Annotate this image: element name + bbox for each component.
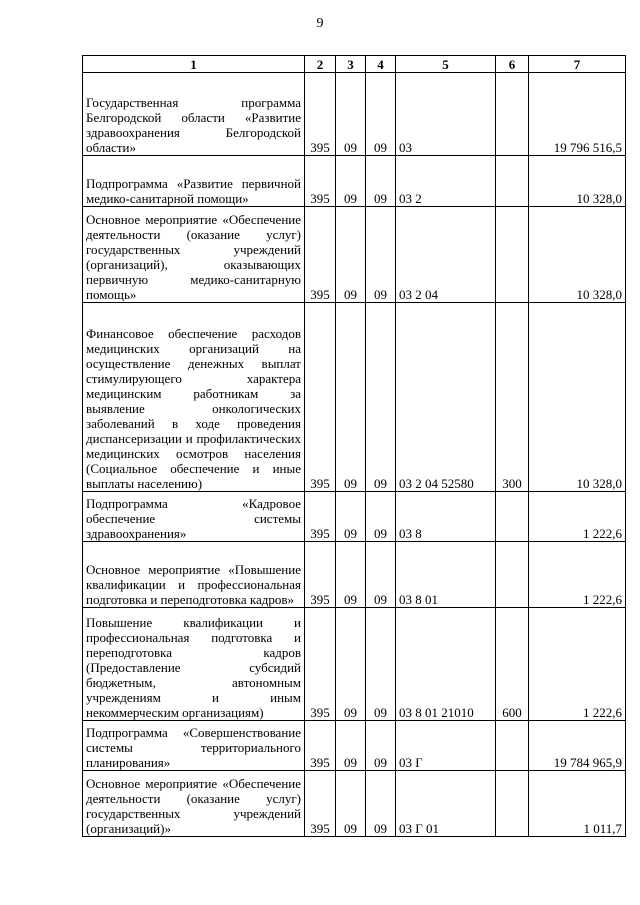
cell-col-4: 09 [366,156,396,207]
cell-col-7: 10 328,0 [529,156,626,207]
item-name: Государственная программа Белгородской области «Развитие здравоохранения Белгородской области» [83,73,305,156]
cell-col-3: 09 [336,542,366,608]
cell-col-7: 10 328,0 [529,207,626,303]
cell-col-4: 09 [366,608,396,721]
cell-col-6 [496,771,529,837]
item-name: Основное мероприятие «Обеспечение деятельности (оказание услуг) государственных учреждений (организаций)» [83,771,305,837]
item-name: Основное мероприятие «Обеспечение деятельности (оказание услуг) государственных учреждений (организаций), оказывающих первичную медико-санитарную помощь» [83,207,305,303]
cell-col-4: 09 [366,771,396,837]
header-row [83,56,626,73]
cell-col-4: 09 [366,492,396,542]
table-row [83,721,626,771]
table-row [83,303,626,492]
cell-col-3: 09 [336,156,366,207]
item-name: Повышение квалификации и профессиональная подготовка и переподготовка кадров (Предоставление субсидий бюджетным, автономным учреждениям и иным некоммерческим организациям) [83,608,305,721]
cell-col-2: 395 [305,721,336,771]
table-row [83,73,626,156]
header-col-3: 3 [336,56,366,73]
cell-col-2: 395 [305,542,336,608]
cell-col-3: 09 [336,303,366,492]
table-row [83,156,626,207]
cell-col-5: 03 8 01 21010 [396,608,496,721]
table-row [83,542,626,608]
cell-col-6: 600 [496,608,529,721]
cell-col-5: 03 8 [396,492,496,542]
cell-col-7: 10 328,0 [529,303,626,492]
cell-col-3: 09 [336,771,366,837]
item-name: Финансовое обеспечение расходов медицинских организаций на осуществление денежных выплат стимулирующего характера медицинским работникам за выявление онкологических заболеваний в ходе проведения диспансеризации и профилактических медицинских осмотров населения (Социальное обеспечение и иные выплаты населению) [83,303,305,492]
cell-col-7: 1 011,7 [529,771,626,837]
header-col-5: 5 [396,56,496,73]
cell-col-7: 19 796 516,5 [529,73,626,156]
cell-col-6 [496,73,529,156]
cell-col-6 [496,492,529,542]
cell-col-4: 09 [366,303,396,492]
cell-col-5: 03 2 [396,156,496,207]
cell-col-6 [496,156,529,207]
item-name: Подпрограмма «Кадровое обеспечение системы здравоохранения» [83,492,305,542]
header-col-6: 6 [496,56,529,73]
item-name: Основное мероприятие «Повышение квалификации и профессиональная подготовка и переподготовка кадров» [83,542,305,608]
cell-col-5: 03 [396,73,496,156]
cell-col-2: 395 [305,207,336,303]
cell-col-5: 03 Г 01 [396,771,496,837]
cell-col-3: 09 [336,721,366,771]
cell-col-6: 300 [496,303,529,492]
header-col-1: 1 [83,56,305,73]
page-number: 9 [316,16,324,31]
cell-col-4: 09 [366,721,396,771]
cell-col-5: 03 2 04 [396,207,496,303]
cell-col-2: 395 [305,608,336,721]
cell-col-5: 03 2 04 52580 [396,303,496,492]
table-row [83,207,626,303]
header-col-2: 2 [305,56,336,73]
cell-col-7: 1 222,6 [529,492,626,542]
cell-col-2: 395 [305,303,336,492]
table-row [83,492,626,542]
header-col-4: 4 [366,56,396,73]
cell-col-5: 03 Г [396,721,496,771]
cell-col-4: 09 [366,73,396,156]
cell-col-2: 395 [305,156,336,207]
cell-col-7: 19 784 965,9 [529,721,626,771]
table-row [83,771,626,837]
budget-table [82,55,626,837]
cell-col-2: 395 [305,73,336,156]
cell-col-3: 09 [336,608,366,721]
cell-col-7: 1 222,6 [529,542,626,608]
item-name: Подпрограмма «Совершенствование системы территориального планирования» [83,721,305,771]
cell-col-5: 03 8 01 [396,542,496,608]
cell-col-6 [496,207,529,303]
cell-col-6 [496,721,529,771]
table-row [83,608,626,721]
header-col-7: 7 [529,56,626,73]
cell-col-4: 09 [366,542,396,608]
cell-col-2: 395 [305,492,336,542]
cell-col-3: 09 [336,207,366,303]
cell-col-4: 09 [366,207,396,303]
cell-col-2: 395 [305,771,336,837]
cell-col-7: 1 222,6 [529,608,626,721]
item-name: Подпрограмма «Развитие первичной медико-санитарной помощи» [83,156,305,207]
cell-col-3: 09 [336,73,366,156]
cell-col-3: 09 [336,492,366,542]
cell-col-6 [496,542,529,608]
